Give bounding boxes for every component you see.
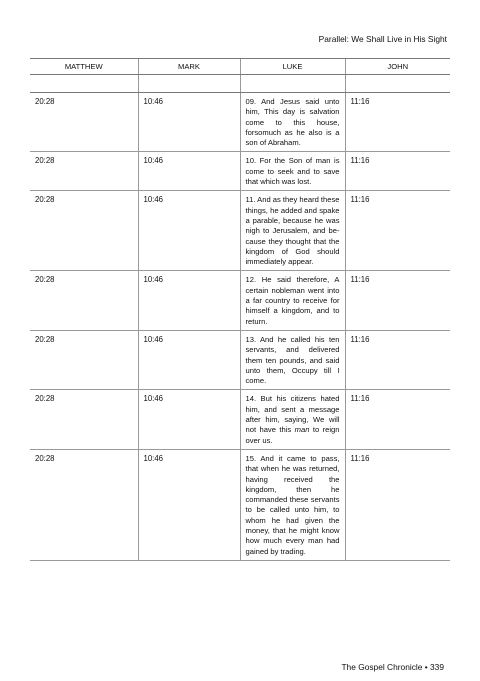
john-ref: 11:16	[345, 152, 450, 191]
column-header-mark: MARK	[138, 59, 240, 75]
table-row	[30, 93, 450, 152]
luke-verse: 10. For the Son of man is come to seek and to save that which was lost.	[240, 152, 345, 191]
mark-ref: 10:46	[138, 93, 240, 152]
parallel-table	[30, 58, 450, 561]
john-ref: 11:16	[345, 191, 450, 271]
table-row	[30, 152, 450, 191]
mark-ref: 10:46	[138, 152, 240, 191]
mark-ref: 10:46	[138, 271, 240, 330]
luke-verse	[240, 390, 345, 449]
table-row	[30, 191, 450, 271]
john-ref: 11:16	[345, 449, 450, 560]
table-body	[30, 93, 450, 561]
luke-verse: 13. And he called his ten servants, and delivered them ten pounds, and said unto them, Occupy till I come.	[240, 330, 345, 389]
table-header	[30, 59, 450, 75]
matthew-ref: 20:28	[30, 93, 138, 152]
page-footer: The Gospel Chronicle • 339	[341, 662, 444, 672]
mark-ref: 10:46	[138, 390, 240, 449]
john-ref: 11:16	[345, 330, 450, 389]
luke-verse-text: 14. But his citizens hated him, and sent a message after him, saying, We will not have this	[245, 394, 340, 435]
luke-verse: 12. He said therefore, A certain nobleman went into a far country to receive for himself a kingdom, and to return.	[240, 271, 345, 330]
column-header-matthew: MATTHEW	[30, 59, 138, 75]
luke-verse: 11. And as they heard these things, he added and spake a parable, because he was nigh to Jerusalem, and because they thought that the kingdom of God should immediately appear.	[240, 191, 345, 271]
john-ref: 11:16	[345, 271, 450, 330]
john-ref: 11:16	[345, 390, 450, 449]
luke-verse-italic: man	[294, 425, 310, 435]
luke-verse-text: to reign over us.	[245, 425, 340, 445]
matthew-ref: 20:28	[30, 449, 138, 560]
column-header-luke: LUKE	[240, 59, 345, 75]
table-row	[30, 390, 450, 449]
spacer-row	[30, 75, 450, 93]
luke-verse: 15. And it came to pass, that when he was returned, having received the kingdom, then he commanded these servants to be called unto him, to whom he had given the money, that he might know how much every man had gained by trading.	[240, 449, 345, 560]
mark-ref: 10:46	[138, 191, 240, 271]
table-row	[30, 330, 450, 389]
table-row	[30, 449, 450, 560]
john-ref: 11:16	[345, 93, 450, 152]
mark-ref: 10:46	[138, 449, 240, 560]
matthew-ref: 20:28	[30, 191, 138, 271]
matthew-ref: 20:28	[30, 330, 138, 389]
matthew-ref: 20:28	[30, 152, 138, 191]
matthew-ref: 20:28	[30, 271, 138, 330]
matthew-ref: 20:28	[30, 390, 138, 449]
column-header-john: JOHN	[345, 59, 450, 75]
running-head: Parallel: We Shall Live in His Sight	[318, 34, 447, 44]
luke-verse: 09. And Jesus said unto him, This day is salvation come to this house, forsomuch as he also is a son of Abraham.	[240, 93, 345, 152]
table-row	[30, 271, 450, 330]
mark-ref: 10:46	[138, 330, 240, 389]
